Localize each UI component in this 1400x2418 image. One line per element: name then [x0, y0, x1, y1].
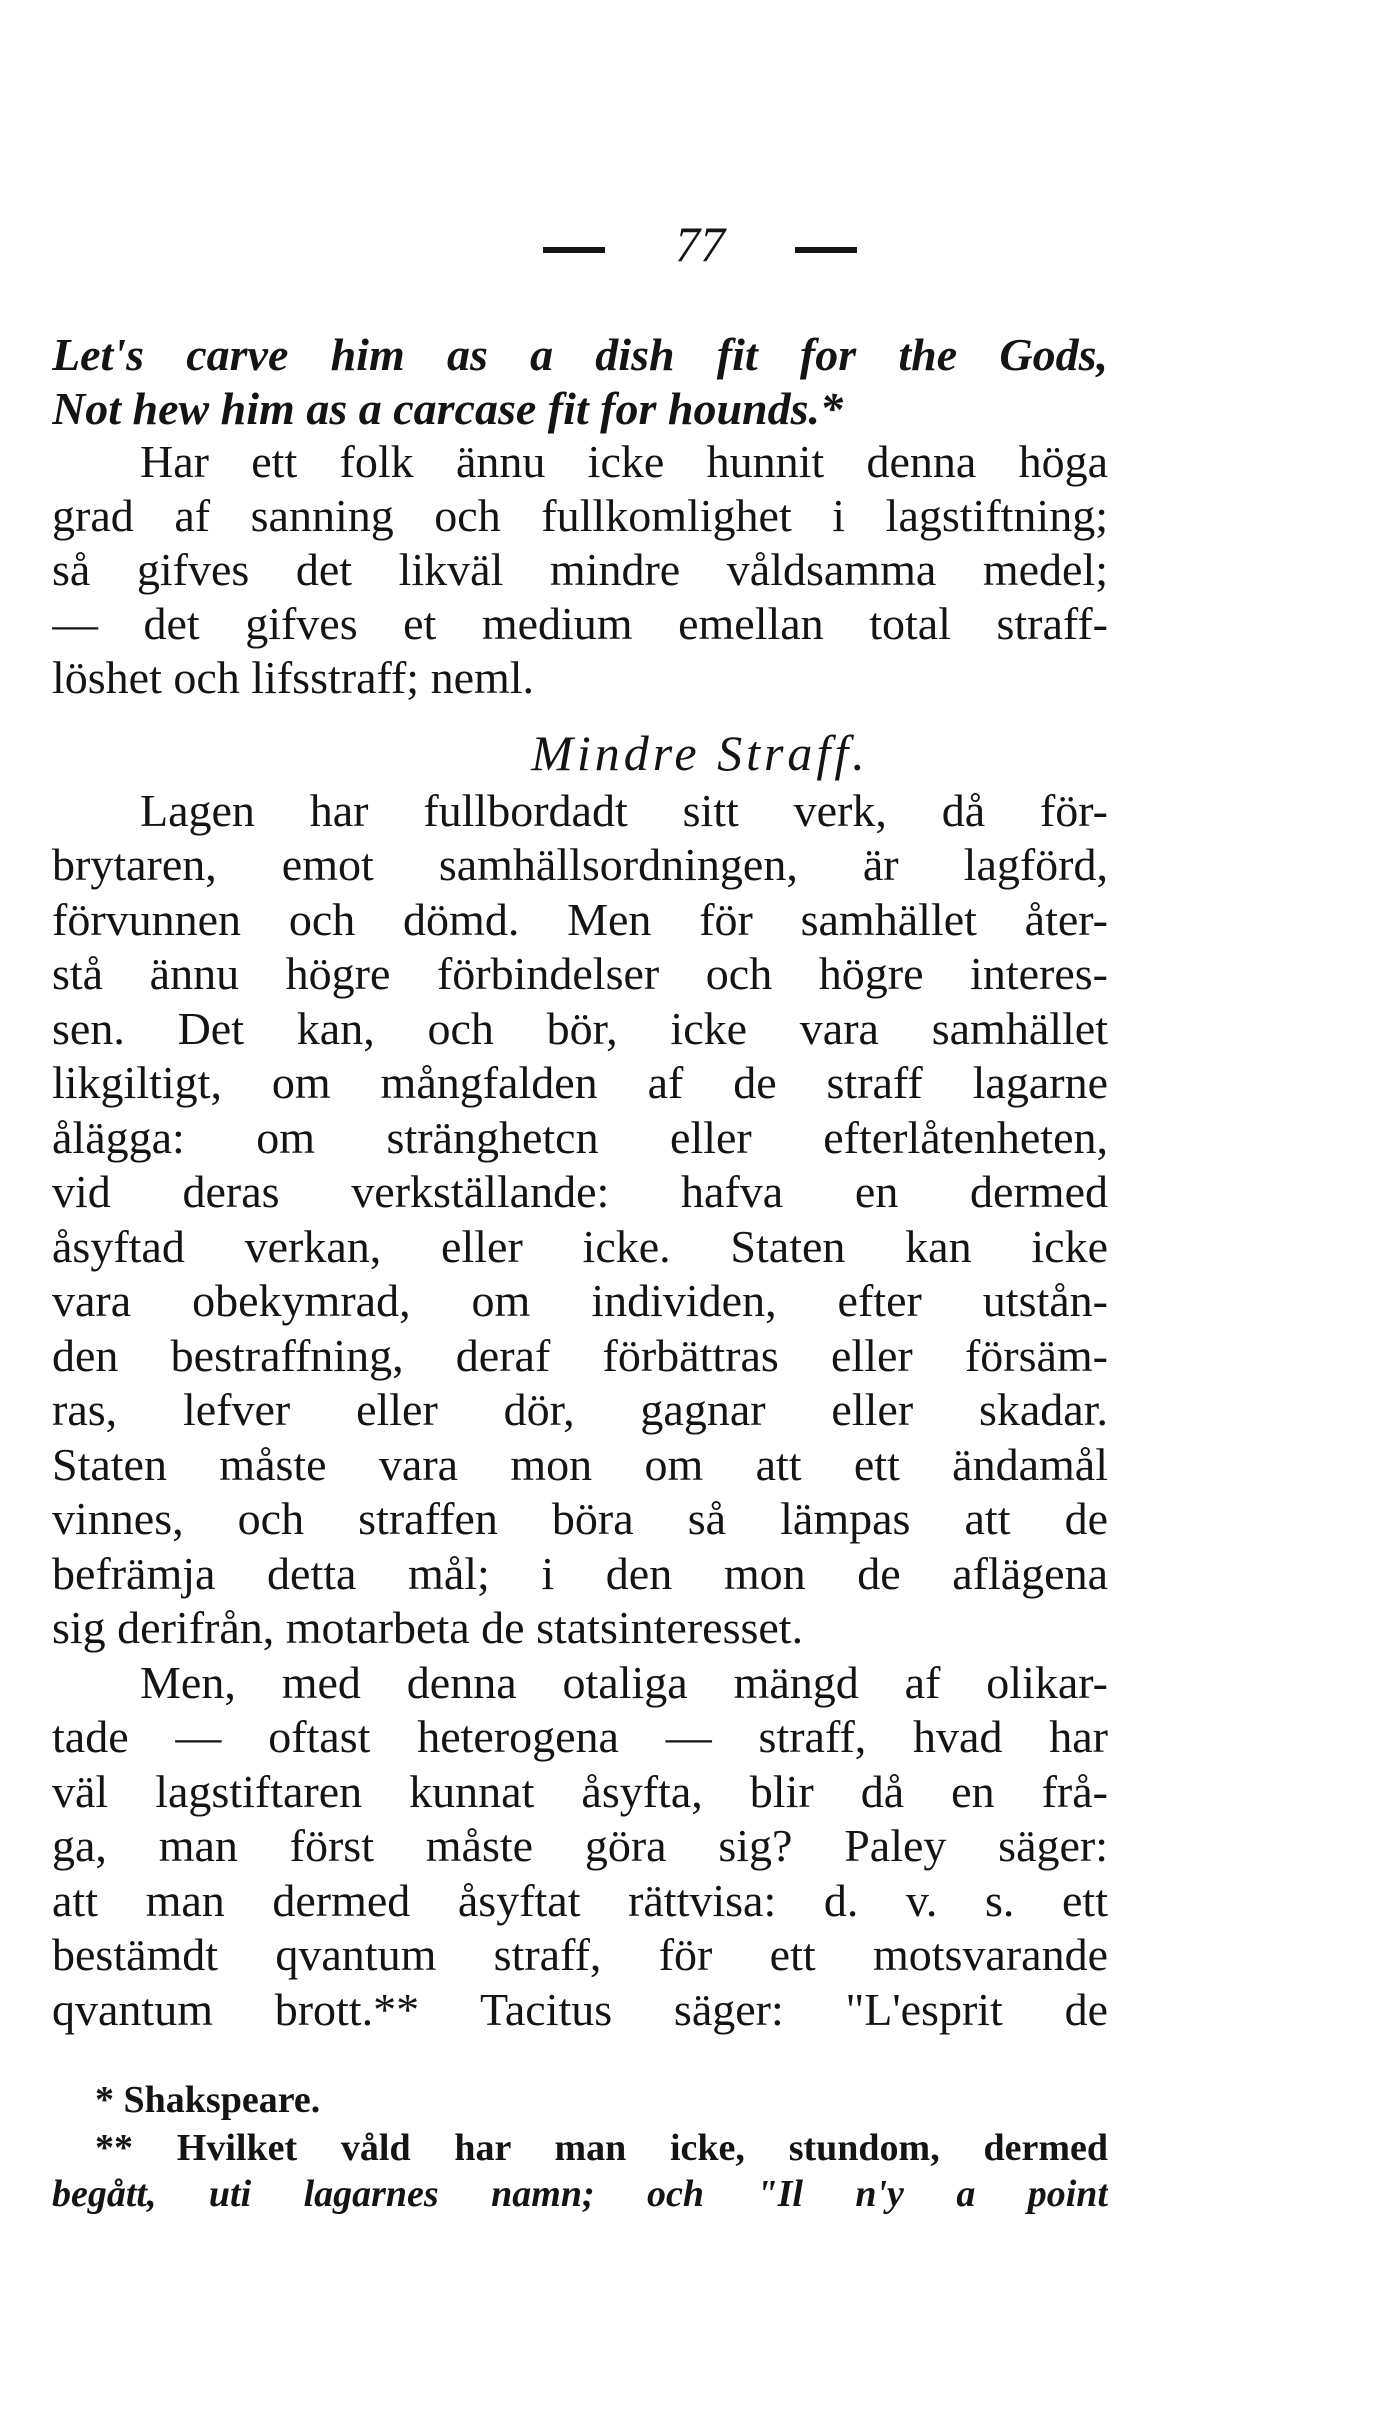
text-line: Har ett folk ännu icke hunnit denna höga	[140, 437, 1108, 487]
text-line: likgiltigt, om mångfalden af de straff lagarne	[52, 1058, 1108, 1108]
text-line: bestämdt qvantum straff, för ett motsvarande	[52, 1930, 1108, 1980]
text-line: väl lagstiftaren kunnat åsyfta, blir då en frå-	[52, 1767, 1108, 1817]
text-line: löshet och lifsstraff; neml.	[52, 653, 535, 703]
text-line: sen. Det kan, och bör, icke vara samhället	[52, 1004, 1108, 1054]
text-line: grad af sanning och fullkomlighet i lagstiftning;	[52, 491, 1108, 541]
page-number: 77	[675, 216, 725, 272]
footnote-line: ** Hvilket våld har man icke, stundom, dermed	[95, 2127, 1108, 2169]
text-line: ras, lefver eller dör, gagnar eller skadar.	[52, 1385, 1108, 1435]
text-line: förvunnen och dömd. Men för samhället åter-	[52, 895, 1108, 945]
text-line: — det gifves et medium emellan total straff-	[52, 599, 1108, 649]
text-line: Lagen har fullbordadt sitt verk, då för-	[140, 786, 1108, 836]
text-line: vinnes, och straffen böra så lämpas att de	[52, 1494, 1108, 1544]
header-dash-right	[795, 247, 857, 253]
text-line: ålägga: om stränghetcn eller efterlåtenheten,	[52, 1113, 1108, 1163]
footnote-line: * Shakspeare.	[95, 2079, 321, 2121]
text-line: Men, med denna otaliga mängd af olikar-	[140, 1658, 1108, 1708]
text-line: att man dermed åsyftat rättvisa: d. v. s. ett	[52, 1876, 1108, 1926]
section-heading: Mindre Straff.	[531, 725, 869, 781]
text-line: brytaren, emot samhällsordningen, är lagförd,	[52, 840, 1108, 890]
text-line: qvantum brott.** Tacitus säger: "L'esprit de	[52, 1985, 1108, 2035]
text-line: vara obekymrad, om individen, efter utstån-	[52, 1276, 1108, 1326]
text-line: sig derifrån, motarbeta de statsinteresset.	[52, 1603, 804, 1653]
text-line: åsyftad verkan, eller icke. Staten kan icke	[52, 1222, 1108, 1272]
text-line: Let's carve him as a dish fit for the Gods,	[52, 330, 1108, 380]
text-line: befrämja detta mål; i den mon de aflägena	[52, 1549, 1108, 1599]
text-line: den bestraffning, deraf förbättras eller försäm-	[52, 1331, 1108, 1381]
text-line: Not hew him as a carcase fit for hounds.*	[52, 384, 844, 434]
text-line: vid deras verkställande: hafva en dermed	[52, 1167, 1108, 1217]
footnote-line: begått, uti lagarnes namn; och "Il n'y a point	[52, 2173, 1108, 2215]
text-line: tade — oftast heterogena — straff, hvad har	[52, 1712, 1108, 1762]
text-line: Staten måste vara mon om att ett ändamål	[52, 1440, 1108, 1490]
text-line: ga, man först måste göra sig? Paley säger:	[52, 1821, 1108, 1871]
text-line: stå ännu högre förbindelser och högre interes-	[52, 949, 1108, 999]
text-line: så gifves det likväl mindre våldsamma medel;	[52, 545, 1108, 595]
page-header	[0, 215, 1400, 273]
header-dash-left	[543, 247, 605, 253]
